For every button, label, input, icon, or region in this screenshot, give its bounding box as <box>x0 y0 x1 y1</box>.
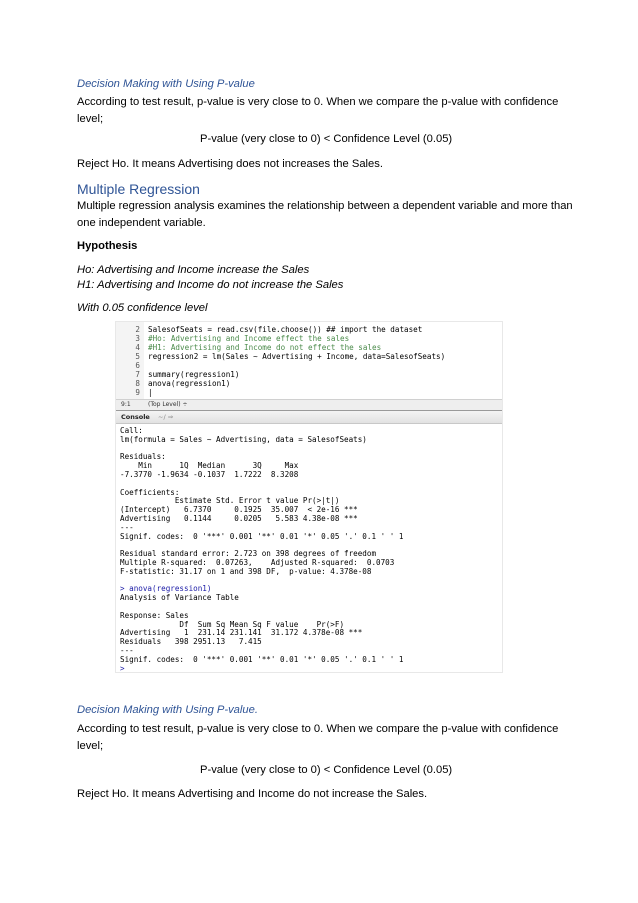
console-line: Min 1Q Median 3Q Max <box>120 461 299 471</box>
console-output <box>116 424 502 672</box>
editor-line: SalesofSeats = read.csv(file.choose()) ## import the dataset <box>148 325 423 334</box>
console-line: Call: <box>120 426 143 435</box>
editor-line: anova(regression1) <box>148 379 231 388</box>
hypothesis-label: Hypothesis <box>77 240 138 252</box>
console-line: > <box>120 663 125 672</box>
section3-formula: P-value (very close to 0) < Confidence Level (0.05) <box>200 764 453 776</box>
console-line: Response: Sales <box>120 610 189 620</box>
section1-conclusion: Reject Ho. It means Advertising does not increases the Sales. <box>77 158 383 170</box>
console-line: --- <box>120 646 134 655</box>
console-tab[interactable]: Console <box>121 413 150 421</box>
section2-heading: Multiple Regression <box>77 181 200 197</box>
section1-paragraph-line2: level; <box>77 113 104 125</box>
section1-formula: P-value (very close to 0) < Confidence Level (0.05) <box>200 133 453 145</box>
console-line: Residuals 398 2951.13 7.415 <box>120 637 262 647</box>
code-editor <box>116 322 502 399</box>
line-number: 4 <box>135 343 140 352</box>
confidence-level-note: With 0.05 confidence level <box>77 302 208 314</box>
line-number: 5 <box>135 352 140 361</box>
alt-hypothesis: H1: Advertising and Income do not increase the Sales <box>77 279 344 291</box>
editor-line: #Ho: Advertising and Income effect the sales <box>148 334 350 343</box>
section1-paragraph-line1: According to test result, p-value is very close to 0. When we compare the p-value with confidence <box>77 96 559 108</box>
console-line: Df Sum Sq Mean Sq F value Pr(>F) <box>120 619 345 629</box>
section2-paragraph-line2: one independent variable. <box>77 217 206 229</box>
line-number: 7 <box>135 370 140 379</box>
console-line: (Intercept) 6.7370 0.1925 35.007 < 2e-16 *** <box>120 505 358 515</box>
console-line: Estimate Std. Error t value Pr(>|t|) <box>120 496 340 506</box>
rstudio-screenshot <box>116 322 502 672</box>
console-line: Signif. codes: 0 '***' 0.001 '**' 0.01 '*' 0.05 '.' 0.1 ' ' 1 <box>120 654 404 664</box>
console-line: Advertising 1 231.14 231.141 31.172 4.378e-08 *** <box>120 628 363 638</box>
section3-paragraph-line2: level; <box>77 740 104 752</box>
line-number: 2 <box>135 325 140 334</box>
console-line: Residuals: <box>120 452 166 462</box>
section1-subheading: Decision Making with Using P-value <box>77 78 255 90</box>
editor-line: regression2 = lm(Sales ~ Advertising + Income, data=SalesofSeats) <box>148 352 446 361</box>
line-number: 8 <box>135 379 140 388</box>
console-line: Signif. codes: 0 '***' 0.001 '**' 0.01 '*' 0.05 '.' 0.1 ' ' 1 <box>120 531 404 541</box>
console-line: Multiple R-squared: 0.07263, Adjusted R-squared: 0.0703 <box>120 558 395 567</box>
scope-selector[interactable]: (Top Level) ÷ <box>148 401 188 408</box>
cursor-position: 9:1 <box>121 401 131 408</box>
console-line: -7.3770 -1.9634 -0.1037 1.7222 8.3208 <box>120 470 299 479</box>
console-line: > anova(regression1) <box>120 584 212 594</box>
console-line: lm(formula = Sales ~ Advertising, data = SalesofSeats) <box>120 434 367 444</box>
null-hypothesis: Ho: Advertising and Income increase the Sales <box>77 264 310 276</box>
section3-paragraph-line1: According to test result, p-value is very close to 0. When we compare the p-value with confidence <box>77 723 559 735</box>
section2-paragraph-line1: Multiple regression analysis examines the relationship between a dependent variable and more than <box>77 200 573 212</box>
console-line: Residual standard error: 2.723 on 398 degrees of freedom <box>120 549 377 559</box>
editor-line: summary(regression1) <box>148 370 240 379</box>
editor-line: #H1: Advertising and Income do not effect the sales <box>148 343 382 352</box>
console-header <box>116 411 502 424</box>
console-line: --- <box>120 522 134 532</box>
console-line: Coefficients: <box>120 487 180 497</box>
console-line: F-statistic: 31.17 on 1 and 398 DF, p-value: 4.378e-08 <box>120 566 372 576</box>
line-number: 9 <box>135 388 140 397</box>
line-number: 3 <box>135 334 140 343</box>
console-line: Analysis of Variance Table <box>120 593 239 603</box>
section3-conclusion: Reject Ho. It means Advertising and Income do not increase the Sales. <box>77 788 428 800</box>
line-number: 6 <box>135 361 140 370</box>
console-path: ~/ ⇒ <box>158 413 174 421</box>
editor-line: | <box>148 388 153 397</box>
section3-subheading: Decision Making with Using P-value. <box>77 704 258 716</box>
console-line: Advertising 0.1144 0.0205 5.583 4.38e-08 *** <box>120 514 358 523</box>
